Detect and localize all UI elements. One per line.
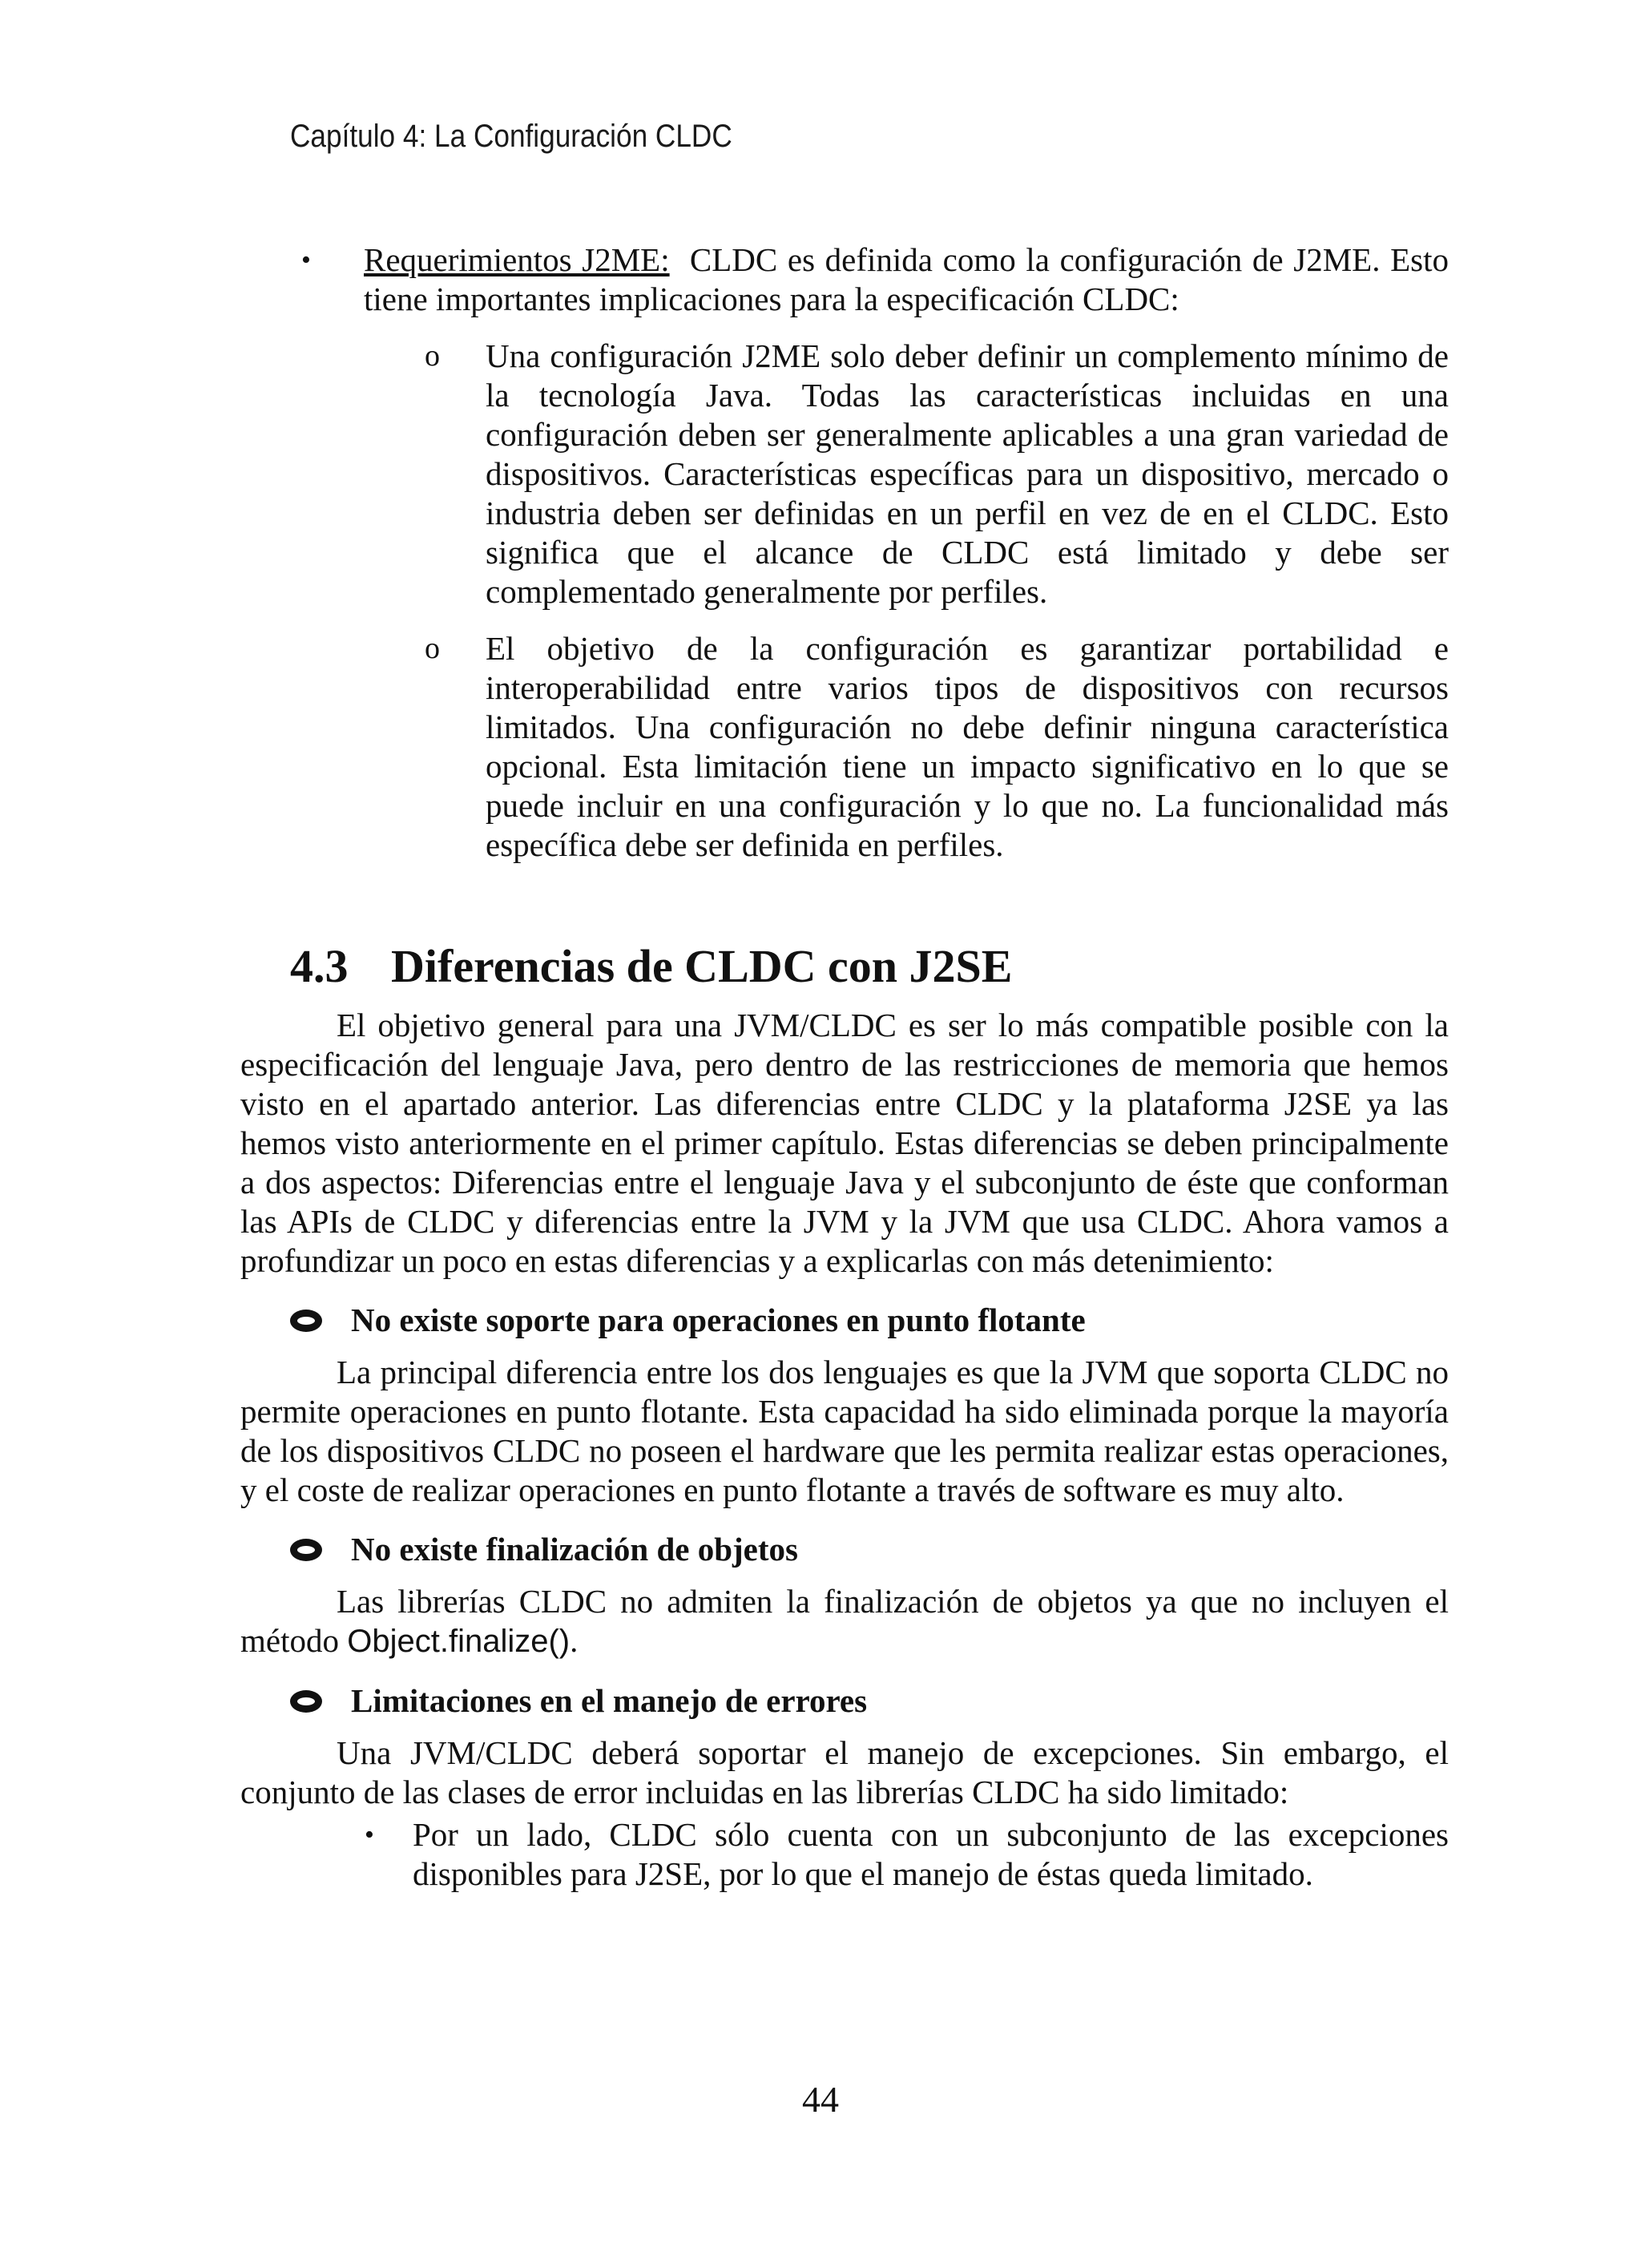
list-item-text: El objetivo de la configuración es garantizar portabilidad e interoperabilidad entre varios tipos de dispositivos con recursos limitados. Una configuración no debe definir ninguna característica opcional. Esta limitación tiene un impacto significativo en lo que se puede incluir en una configuración y lo que no. La funcionalidad más específica debe ser definida en perfiles. [486, 630, 1449, 863]
point-heading-text: No existe finalización de objetos [351, 1531, 798, 1568]
page-content [240, 240, 1449, 1894]
list-item [425, 629, 1449, 865]
section-intro-paragraph: El objetivo general para una JVM/CLDC es ser lo más compatible posible con la especificación del lenguaje Java, pero dentro de las restricciones de memoria que hemos visto en el apartado anterior. Las diferencias entre CLDC y la plataforma J2SE ya las hemos visto anteriormente en el primer capítulo. Estas diferencias se deben principalmente a dos aspectos: Diferencias entre el lenguaje Java y el subconjunto de éste que conforman las APIs de CLDC y diferencias entre la JVM y la JVM que usa CLDC. Ahora vamos a profundizar un poco en estas diferencias y a explicarlas con más detenimiento: [240, 1007, 1449, 1279]
sub-bullet-marker: o [425, 339, 440, 373]
requirements-sub-list [240, 337, 1449, 865]
section-title: Diferencias de CLDC con J2SE [391, 940, 1013, 992]
running-header: Capítulo 4: La Configuración CLDC [290, 119, 732, 154]
bullet-marker: • [301, 245, 311, 275]
ring-bullet-icon [290, 1310, 322, 1332]
list-item [425, 337, 1449, 611]
point-paragraph [240, 1582, 1449, 1661]
ring-bullet-icon [290, 1690, 322, 1713]
list-item-text: Por un lado, CLDC sólo cuenta con un subconjunto de las excepciones disponibles para J2SE, por lo que el manejo de éstas queda limitado. [413, 1816, 1449, 1892]
page-number: 44 [802, 2079, 839, 2120]
ring-bullet-icon [290, 1539, 322, 1561]
error-handling-list [240, 1815, 1449, 1894]
point-paragraph: Una JVM/CLDC deberá soportar el manejo de excepciones. Sin embargo, el conjunto de las clases de error incluidas en las librerías CLDC ha sido limitado: [240, 1734, 1449, 1810]
requirements-label: Requerimientos J2ME: [364, 241, 670, 278]
point-heading-text: Limitaciones en el manejo de errores [351, 1682, 868, 1719]
point-paragraph-text: Las librerías CLDC no admiten la finalización de objetos ya que no incluyen el método [240, 1583, 1449, 1659]
requirements-text: CLDC es definida como la configuración de J2ME. Esto tiene importantes implicaciones para la especificación CLDC: [364, 241, 1449, 317]
section-number: 4.3 [290, 940, 349, 992]
requirements-item [240, 240, 1449, 319]
point-heading-text: No existe soporte para operaciones en punto flotante [351, 1301, 1086, 1338]
bullet-marker: • [365, 1820, 374, 1850]
list-item-text: Una configuración J2ME solo deber definir un complemento mínimo de la tecnología Java. Todas las características incluidas en una configuración deben ser generalmente aplicables a una gran variedad de dispositivos. Características específicas para un dispositivo, mercado o industria deben ser definidas en un perfil en vez de en el CLDC. Esto significa que el alcance de CLDC está limitado y debe ser complementado generalmente por perfiles. [486, 337, 1449, 610]
point-heading [290, 1298, 1449, 1342]
code-reference: Object.finalize() [347, 1624, 571, 1659]
point-heading [290, 1679, 1449, 1722]
list-item [365, 1815, 1449, 1894]
point-heading [290, 1527, 1449, 1571]
section-heading [290, 938, 1449, 995]
point-paragraph-end: . [570, 1622, 579, 1659]
point-paragraph: La principal diferencia entre los dos lenguajes es que la JVM que soporta CLDC no permite operaciones en punto flotante. Esta capacidad ha sido eliminada porque la mayoría de los dispositivos CLDC no poseen el hardware que les permita realizar estas operaciones, y el coste de realizar operaciones en punto flotante a través de software es muy alto. [240, 1354, 1449, 1508]
sub-bullet-marker: o [425, 632, 440, 665]
